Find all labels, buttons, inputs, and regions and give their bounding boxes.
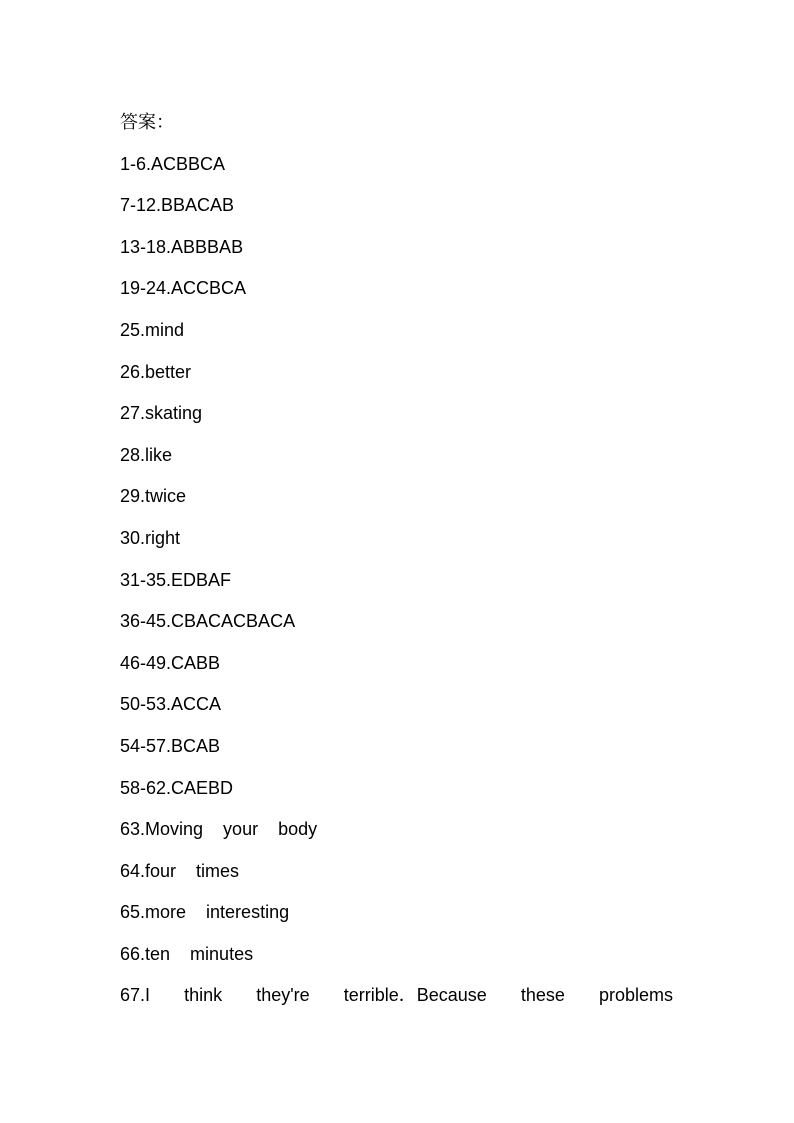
answer-line-4: 19-24.ACCBCA xyxy=(120,278,247,299)
answer-line-8: 28.like xyxy=(120,444,173,465)
answer-line-2: 7-12.BBACAB xyxy=(120,195,235,216)
answer-line-14: 50-53.ACCA xyxy=(120,694,222,715)
answer-key-text xyxy=(120,102,760,1017)
answer-line-11: 31-35.EDBAF xyxy=(120,569,232,590)
answer-line-21-word-3: they're xyxy=(256,985,310,1006)
answer-line-21-word-1: 67.I xyxy=(120,985,151,1006)
answer-line-21-word-6: problems xyxy=(598,985,673,1006)
answer-line-7: 27.skating xyxy=(120,403,203,424)
answer-line-1: 1-6.ACBBCA xyxy=(120,153,226,174)
answer-line-16: 58-62.CAEBD xyxy=(120,777,234,798)
answer-line-10: 30.right xyxy=(120,527,181,548)
answer-line-18: 64.four times xyxy=(120,860,240,881)
answer-heading: 答案： xyxy=(120,112,174,132)
answer-line-21 xyxy=(120,975,673,1017)
answer-line-3: 13-18.ABBBAB xyxy=(120,236,244,257)
answer-line-5: 25.mind xyxy=(120,319,185,340)
answer-line-13: 46-49.CABB xyxy=(120,652,221,673)
answer-line-21-word-5: these xyxy=(520,985,565,1006)
answer-line-21-word-4: terrible．Because xyxy=(343,985,487,1006)
answer-line-9: 29.twice xyxy=(120,486,187,507)
answer-line-19: 65.more interesting xyxy=(120,902,290,923)
answer-line-12: 36-45.CBACACBACA xyxy=(120,611,296,632)
answer-line-20: 66.ten minutes xyxy=(120,943,254,964)
answer-line-21-word-2: think xyxy=(184,985,223,1006)
answer-line-6: 26.better xyxy=(120,361,192,382)
answer-line-17: 63.Moving your body xyxy=(120,819,318,840)
answer-line-15: 54-57.BCAB xyxy=(120,735,221,756)
